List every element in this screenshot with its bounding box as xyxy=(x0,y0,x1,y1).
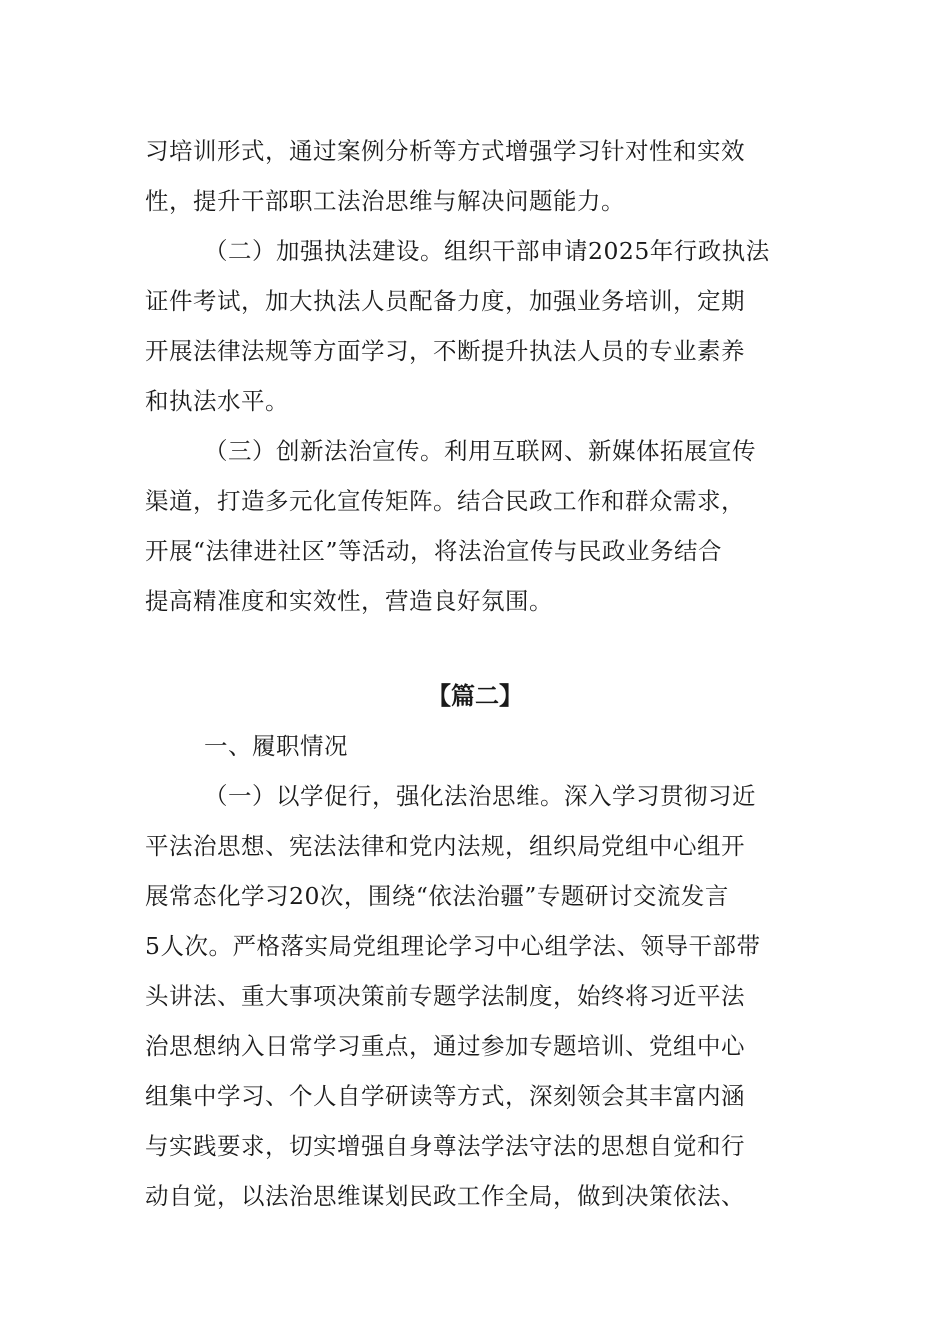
paragraph-line: 组集中学习、个人自学研读等方式，深刻领会其丰富内涵 xyxy=(145,1082,745,1110)
paragraph-line: 和执法水平。 xyxy=(145,387,289,415)
paragraph-line: （一）以学促行，强化法治思维。深入学习贯彻习近 xyxy=(204,782,756,810)
paragraph-line: 展常态化学习20次，围绕“依法治疆”专题研讨交流发言 xyxy=(145,882,729,910)
paragraph-line: 开展“法律进社区”等活动，将法治宣传与民政业务结合 xyxy=(145,537,723,565)
paragraph-line: 性，提升干部职工法治思维与解决问题能力。 xyxy=(145,187,625,215)
paragraph-line: 头讲法、重大事项决策前专题学法制度，始终将习近平法 xyxy=(145,982,745,1010)
paragraph-line: 动自觉，以法治思维谋划民政工作全局，做到决策依法、 xyxy=(145,1182,745,1210)
paragraph-line: （二）加强执法建设。组织干部申请2025年行政执法 xyxy=(204,237,770,265)
section-heading: 【篇二】 xyxy=(427,681,523,710)
paragraph-line: 渠道，打造多元化宣传矩阵。结合民政工作和群众需求， xyxy=(145,487,745,515)
paragraph-line: 提高精准度和实效性，营造良好氛围。 xyxy=(145,587,553,615)
paragraph-line: 治思想纳入日常学习重点，通过参加专题培训、党组中心 xyxy=(145,1032,745,1060)
paragraph-line: 开展法律法规等方面学习，不断提升执法人员的专业素养 xyxy=(145,337,745,365)
paragraph-line: 平法治思想、宪法法律和党内法规，组织局党组中心组开 xyxy=(145,832,745,860)
paragraph-line: 习培训形式，通过案例分析等方式增强学习针对性和实效 xyxy=(145,137,745,165)
paragraph-line: （三）创新法治宣传。利用互联网、新媒体拓展宣传 xyxy=(204,437,756,465)
subheading: 一、履职情况 xyxy=(204,732,348,760)
paragraph-line: 证件考试，加大执法人员配备力度，加强业务培训，定期 xyxy=(145,287,745,315)
paragraph-line: 5人次。严格落实局党组理论学习中心组学法、领导干部带 xyxy=(145,932,761,960)
paragraph-line: 与实践要求，切实增强自身尊法学法守法的思想自觉和行 xyxy=(145,1132,745,1160)
